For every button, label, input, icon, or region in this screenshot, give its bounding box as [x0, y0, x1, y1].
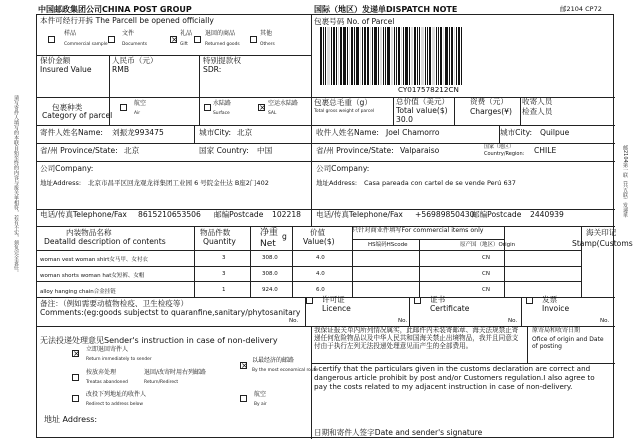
- economical-route-label: 以最经济的邮路: [252, 357, 295, 364]
- parcel-barcode: [320, 27, 526, 85]
- sender-postcode-label: 邮编Postcade: [214, 210, 264, 219]
- licence-label-zh: 许可证: [322, 295, 345, 304]
- barcode-bar: [427, 27, 428, 85]
- receiver-province-value: Valparaiso: [400, 146, 440, 155]
- redirect-en: Redirect to address below: [86, 402, 143, 407]
- barcode-bar: [403, 27, 404, 85]
- barcode-bar: [409, 27, 410, 85]
- item-row-1-origin: CN: [482, 255, 490, 261]
- insured-sdr-label: 特别提款权: [203, 56, 241, 65]
- declaration-en: I certify that the particulars given in the customs declaration are correct and dangerous article prohibit by post and/or Customers regulation.I also agree to pay the costs related to my adjacent instruction in case of non-delivery.: [314, 364, 595, 391]
- declaration-zh: 我保证报关单内所列情况属实，此邮件内未装寄邮章、海关法规禁止寄递任何危险物品以及中华人民共和国海关禁止出境物品，我并且同意支付由于执行左列无法投递处理意见而产生的全部费用。: [314, 326, 519, 350]
- receiver-company-label: 公司Company:: [316, 164, 370, 173]
- sample-en: Commercial sample: [64, 42, 108, 47]
- barcode-bar: [445, 27, 448, 85]
- item-row-1-qty: 3: [222, 255, 226, 261]
- sender-province-value: 北京: [124, 146, 140, 155]
- gross-weight-label: 包裹总毛重（g）: [314, 98, 372, 107]
- inspector-label: 检查人员: [522, 107, 553, 116]
- receiver-phone-value: +56989850430: [415, 210, 475, 219]
- surface-checkbox[interactable]: [204, 104, 211, 111]
- barcode-bar: [401, 27, 402, 85]
- sender-postcode-value: 102218: [272, 210, 301, 219]
- barcode-bar: [461, 27, 462, 85]
- office-origin-label: 原寄局和收寄日期: [532, 327, 581, 334]
- barcode-bar: [338, 27, 339, 85]
- remarks-no-1: No.: [289, 318, 299, 324]
- barcode-bar: [394, 27, 395, 85]
- item-row-1-value: 4.0: [316, 255, 325, 261]
- barcode-bar: [385, 27, 386, 85]
- header-code: 邮2104 CP72: [560, 5, 602, 13]
- items-desc-header-zh: 内装物品名称: [66, 228, 112, 237]
- receiver-address-value: Casa pareada con cartel de se vende Perú 637: [364, 179, 516, 187]
- item-row-3-weight: 924.0: [262, 287, 278, 293]
- remarks-label-en: Comments:(eg:goods subjectst to quaranfine,sanitary/phytosanitary: [40, 308, 301, 317]
- return-redirect-label: 退回/改寄时用右列邮路: [144, 369, 207, 376]
- sender-city-value: 北京: [237, 128, 253, 137]
- right-side-note: 邮2104第一联（共五联）发递单: [622, 145, 628, 218]
- barcode-bar: [333, 27, 335, 85]
- item-row-2-qty: 3: [222, 271, 226, 277]
- barcode-bar: [449, 27, 450, 85]
- receiver-province-label: 省/州 Province/State:: [316, 146, 394, 155]
- barcode-bar: [374, 27, 377, 85]
- abandoned-label: 按放弃处理: [86, 369, 117, 376]
- barcode-bar: [380, 27, 382, 85]
- gift-label: 礼品: [180, 30, 193, 37]
- item-row-3-qty: 1: [222, 287, 226, 293]
- barcode-bar: [343, 27, 346, 85]
- licence-label-en: Licence: [322, 304, 351, 313]
- invoice-label-en: Invoice: [542, 304, 570, 313]
- barcode-bar: [370, 27, 371, 85]
- barcode-bar: [327, 27, 330, 85]
- redirect-checkbox[interactable]: [72, 395, 79, 402]
- barcode-bar: [351, 27, 353, 85]
- remarks-no-2: No.: [398, 318, 408, 324]
- return-redirect-en: Return/Redirect: [144, 380, 179, 385]
- returned-goods-en: Returned goods: [205, 42, 240, 47]
- barcode-bar: [360, 27, 361, 85]
- barcode-bar: [451, 27, 453, 85]
- barcode-bar: [438, 27, 439, 85]
- insured-rmb-label: 人民币（元）: [112, 56, 158, 65]
- sender-phone-label: 电话/传真Telephone/Fax: [40, 210, 127, 219]
- invoice-label-zh: 发票: [542, 295, 558, 304]
- instructions-title: 无法投递处理意见Sender's instruction in case of non-delivery: [40, 336, 278, 345]
- receiver-phone-label: 电话/传真Telephone/Fax: [316, 210, 403, 219]
- redirect-label: 改投下列地址的收件人: [86, 391, 147, 398]
- gift-en: Gift: [180, 42, 188, 47]
- contents-type-title: 本件可经行开拆 The Parcell be opened officially: [40, 16, 214, 25]
- items-customs-header-en: Stamp(Customs: [572, 239, 633, 248]
- barcode-bar: [432, 27, 435, 85]
- sal-en: SAL: [268, 111, 277, 116]
- documents-checkbox[interactable]: [108, 36, 115, 43]
- header-org: 中国邮政集团公司CHINA POST GROUP: [38, 5, 192, 14]
- header-type: 国际（地区）发递单DISPATCH NOTE: [314, 5, 458, 14]
- remarks-label-zh: 备注：（例如需要动植物检疫、卫生检疫等）: [40, 299, 189, 308]
- item-row-1-desc: woman vest woman shirt女马甲、女衬衣: [40, 257, 148, 263]
- items-customs-header-zh: 海关印记: [586, 228, 617, 237]
- sender-city-label: 城市City:: [199, 128, 232, 137]
- items-qty-header-zh: 物品件数: [200, 228, 231, 237]
- category-label-zh: 包裹种类: [52, 103, 83, 112]
- air-label: 航空: [134, 100, 147, 107]
- sample-checkbox[interactable]: [48, 36, 55, 43]
- barcode-bar: [456, 27, 457, 85]
- economical-route-checkbox[interactable]: ×: [241, 361, 248, 370]
- surface-label: 水陆路: [213, 100, 232, 107]
- receiver-country-label-zh: 国家（地区）: [484, 144, 515, 150]
- return-immediately-label: 立即退回寄件人: [86, 346, 129, 353]
- receiver-country-label-en: Country/Region:: [484, 151, 525, 157]
- barcode-bar: [356, 27, 359, 85]
- returned-goods-checkbox[interactable]: [194, 36, 201, 43]
- barcode-bar: [421, 27, 424, 85]
- certificate-label-zh: 证书: [430, 295, 446, 304]
- certificate-label-en: Certificate: [430, 304, 470, 313]
- others-checkbox[interactable]: [250, 36, 257, 43]
- barcode-bar: [347, 27, 348, 85]
- insured-rmb-en: RMB: [112, 65, 130, 74]
- barcode-bar: [391, 27, 393, 85]
- barcode-bar: [364, 27, 366, 85]
- return-immediately-checkbox[interactable]: ×: [73, 349, 80, 358]
- receiver-postcode-label: 邮编Postcade: [472, 210, 522, 219]
- category-label-en: Category of parcel: [42, 111, 113, 120]
- abandoned-checkbox[interactable]: [72, 374, 79, 381]
- items-commercial-header: 只针对商业件填写For commercial items only: [352, 227, 484, 234]
- licence-checkbox[interactable]: [306, 297, 313, 304]
- receiver-address-label: 地址Address:: [316, 179, 358, 187]
- air-en: Air: [134, 111, 141, 116]
- economical-route-en: By the most economical route: [252, 368, 319, 373]
- sender-country-label: 国家 Country:: [199, 146, 249, 155]
- barcode-bar: [362, 27, 363, 85]
- barcode-bar: [417, 27, 418, 85]
- items-desc-header-en: Deatalld description of contents: [44, 237, 166, 246]
- insured-label-zh: 保价金额: [40, 56, 71, 65]
- barcode-bar: [349, 27, 350, 85]
- sample-label: 样品: [64, 30, 77, 37]
- barcode-bar: [429, 27, 431, 85]
- item-row-3-origin: CN: [482, 287, 490, 293]
- barcode-bar: [411, 27, 413, 85]
- items-weight-header-zh: 净重: [260, 228, 279, 238]
- sender-province-label: 省/州 Province/State:: [40, 146, 118, 155]
- others-en: Others: [260, 42, 275, 47]
- barcode-bar: [398, 27, 400, 85]
- sender-phone-value: 8615210653506: [138, 210, 201, 219]
- parcel-number-label: 包裹号码 No. of Parcel: [314, 17, 395, 26]
- barcode-bar: [320, 27, 322, 85]
- surface-en: Surface: [213, 111, 230, 116]
- sender-address-label: 地址Address:: [40, 179, 82, 187]
- barcode-bar: [378, 27, 379, 85]
- receiver-postcode-value: 2440939: [530, 210, 564, 219]
- sal-label: 空运水陆路: [268, 100, 299, 107]
- sender-name-value: 刘振龙993475: [112, 128, 164, 137]
- barcode-bar: [425, 27, 426, 85]
- remarks-no-3: No.: [508, 318, 518, 324]
- receiver-name-label: 收件人姓名Name:: [316, 128, 379, 137]
- barcode-bar: [331, 27, 332, 85]
- receiver-name-value: Joel Chamorro: [386, 128, 440, 137]
- parcel-barcode-text: CY017578212CN: [398, 85, 459, 94]
- office-origin-en: Ofice of origin and Date of posting: [532, 336, 604, 351]
- invoice-checkbox[interactable]: [526, 297, 533, 304]
- receiver-city-value: Quilpue: [540, 128, 570, 137]
- total-value-en: Total value($): [396, 106, 448, 115]
- barcode-bar: [340, 27, 342, 85]
- by-air-checkbox[interactable]: [240, 395, 247, 402]
- total-value-label: 总价值（美元）: [396, 97, 450, 106]
- item-row-3-value: 6.0: [316, 287, 325, 293]
- items-weight-unit: g: [282, 232, 287, 241]
- item-row-2-weight: 308.0: [262, 271, 278, 277]
- air-checkbox[interactable]: [120, 104, 127, 111]
- postage-label: 资费（元）: [470, 97, 508, 106]
- total-value: 30.0: [396, 115, 413, 124]
- barcode-bar: [325, 27, 326, 85]
- insured-label-en: Insured Value: [40, 65, 92, 74]
- signature-label: 日期和寄件人签字Date and sender's signature: [314, 428, 483, 437]
- remarks-no-4: No.: [600, 318, 610, 324]
- certificate-checkbox[interactable]: [414, 297, 421, 304]
- items-value-header-zh: 价值: [310, 228, 326, 237]
- collector-label: 收寄人员: [522, 97, 553, 106]
- barcode-bar: [354, 27, 355, 85]
- abandoned-en: Treatas abandoned: [86, 380, 128, 385]
- barcode-bar: [443, 27, 444, 85]
- documents-en: Documents: [122, 42, 148, 47]
- items-hs-header: HS编码HScode: [368, 242, 408, 248]
- returned-goods-label: 退回的商品: [205, 30, 236, 37]
- receiver-country-value: CHILE: [534, 146, 557, 155]
- insured-sdr-en: SDR:: [203, 65, 222, 74]
- barcode-bar: [387, 27, 390, 85]
- item-row-3-desc: alloy hanging chain合金挂链: [40, 289, 116, 295]
- item-row-2-value: 4.0: [316, 271, 325, 277]
- receiver-city-label: 城市City:: [500, 128, 533, 137]
- item-row-1-weight: 308.0: [262, 255, 278, 261]
- gift-checkbox[interactable]: ×: [171, 35, 178, 44]
- return-immediately-en: Return immediately to sender: [86, 357, 152, 362]
- item-row-2-desc: woman shorts woman hat女短裤、女帽: [40, 273, 145, 279]
- items-weight-header-en: Net: [260, 239, 276, 249]
- item-row-2-origin: CN: [482, 271, 490, 277]
- barcode-bar: [323, 27, 324, 85]
- barcode-bar: [458, 27, 460, 85]
- barcode-bar: [367, 27, 369, 85]
- redirect-address-label: 地址 Address:: [44, 415, 98, 424]
- barcode-bar: [419, 27, 420, 85]
- barcode-bar: [372, 27, 373, 85]
- sender-address-value: 北京市昌平区回龙观龙祥集团工业园 6 号院金仕达 B座2门402: [88, 179, 269, 187]
- postage-en: Charges(¥): [470, 107, 512, 116]
- items-value-header-en: Value($): [303, 237, 335, 246]
- sender-country-value: 中国: [257, 146, 273, 155]
- by-air-label: 航空: [254, 391, 267, 398]
- barcode-bar: [454, 27, 455, 85]
- by-air-en: By air: [254, 402, 267, 407]
- gross-weight-en: Total gross weight of parcel: [314, 109, 375, 114]
- barcode-bar: [440, 27, 442, 85]
- others-label: 其他: [260, 30, 273, 37]
- barcode-bar: [414, 27, 416, 85]
- sender-name-label: 寄件人姓名Name:: [40, 128, 103, 137]
- documents-label: 文件: [122, 30, 135, 37]
- sal-checkbox[interactable]: ×: [259, 103, 266, 112]
- barcode-bar: [436, 27, 437, 85]
- left-side-note: 请写寄件人填写的本联自始至终的内容与报关单相符，若有不实，须负完全责任。: [13, 95, 19, 275]
- items-origin-header: 原产国（地区）Origin: [460, 242, 516, 248]
- sender-company-label: 公司Company:: [40, 164, 94, 173]
- barcode-bar: [405, 27, 408, 85]
- barcode-bar: [336, 27, 337, 85]
- barcode-bar: [383, 27, 384, 85]
- barcode-bar: [396, 27, 397, 85]
- items-qty-header-en: Quantity: [203, 237, 236, 246]
